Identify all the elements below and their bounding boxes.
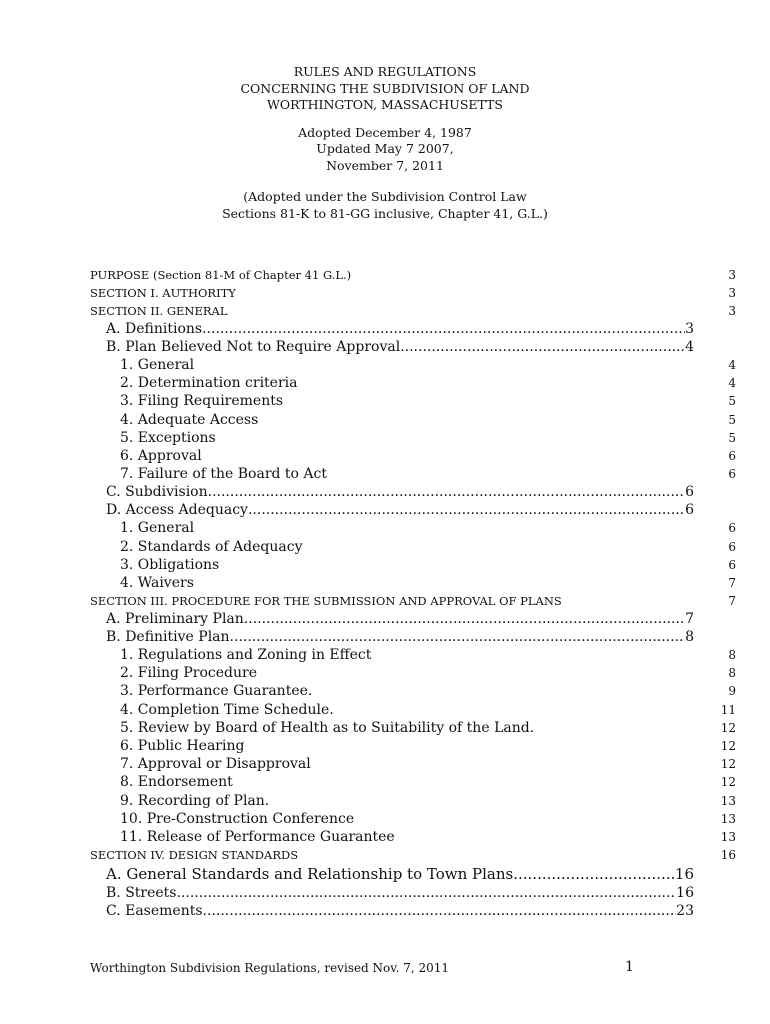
toc-entry — [90, 701, 736, 719]
dot-leader — [176, 884, 676, 902]
toc-entry-page: 3 — [728, 286, 736, 300]
toc-entry-page: 6 — [685, 484, 694, 501]
toc-entry-title: 3. Obligations — [120, 556, 220, 573]
page-footer — [90, 961, 650, 975]
title-line-2: CONCERNING THE SUBDIVISION OF LAND — [240, 80, 530, 96]
toc-entry — [90, 864, 736, 884]
toc-entry-page: 6 — [728, 448, 736, 463]
dot-leader — [513, 864, 675, 884]
toc-entry — [90, 592, 736, 610]
toc-entry-title: 5. Review by Board of Health as to Suitability of the Land. — [120, 719, 535, 736]
authority-line-1: (Adopted under the Subdivision Control Law — [243, 189, 527, 204]
toc-entry-page: 9 — [728, 684, 736, 699]
toc-entry-page: 5 — [728, 394, 736, 409]
toc-entry-page: 7 — [728, 575, 736, 590]
toc-entry-page: 8 — [728, 648, 736, 663]
toc-entry-title: 11. Release of Performance Guarantee — [120, 828, 395, 845]
toc-entry — [90, 610, 736, 628]
toc-entry-title: B. Definitive Plan — [106, 629, 230, 646]
toc-entry-title: 6. Approval — [120, 447, 202, 464]
toc-entry-page: 23 — [676, 903, 694, 920]
toc-entry-page: 7 — [728, 594, 736, 609]
toc-entry-title: 1. Regulations and Zoning in Effect — [120, 647, 372, 664]
toc-entry-title: 7. Approval or Disapproval — [120, 756, 311, 773]
toc-entry-page: 3 — [728, 304, 736, 318]
toc-entry — [90, 302, 736, 320]
dot-leader — [202, 320, 685, 338]
toc-entry-page: 4 — [728, 376, 736, 391]
toc-entry — [90, 628, 736, 646]
toc-entry-page: 16 — [676, 885, 694, 902]
toc-entry — [90, 755, 736, 773]
toc-entry-title: 6. Public Hearing — [120, 738, 245, 754]
toc-entry — [90, 574, 736, 592]
title-line-1: RULES AND REGULATIONS — [293, 64, 477, 79]
toc-entry-page: 13 — [720, 829, 736, 844]
dot-leader — [248, 501, 685, 519]
adopted-date: Adopted December 4, 1987 — [298, 124, 472, 140]
toc-entry-title: 5. Exceptions — [120, 429, 216, 446]
toc-entry-title: D. Access Adequacy — [106, 502, 248, 519]
toc-entry-title: 9. Recording of Plan. — [120, 792, 270, 809]
toc-entry-page: 6 — [728, 557, 736, 572]
toc-entry-page: 6 — [685, 502, 694, 519]
toc-entry-title: 4. Adequate Access — [120, 411, 259, 428]
toc-entry-page: 4 — [728, 358, 736, 372]
toc-entry-title: B. Streets — [106, 885, 177, 902]
dot-leader — [208, 483, 685, 501]
toc-entry — [90, 810, 736, 828]
toc-entry-page: 7 — [685, 611, 694, 628]
toc-entry — [90, 664, 736, 682]
toc-entry-page: 4 — [685, 339, 694, 355]
toc-entry-title: 2. Determination criteria — [120, 375, 298, 392]
toc-entry-page: 12 — [720, 739, 736, 753]
toc-entry — [90, 392, 736, 410]
toc-entry — [90, 374, 736, 392]
toc-entry — [90, 792, 736, 810]
title-line-3: WORTHINGTON, MASSACHUSETTS — [267, 97, 503, 112]
toc-entry-title: A. Preliminary Plan — [106, 611, 244, 628]
toc-entry-title: SECTION III. PROCEDURE FOR THE SUBMISSION AND APPROVAL OF PLANS — [90, 594, 562, 609]
toc-entry-page: 8 — [685, 629, 694, 646]
toc-entry — [90, 902, 736, 920]
toc-entry-page: 5 — [728, 430, 736, 445]
toc-entry — [90, 828, 736, 846]
toc-entry-page: 12 — [720, 775, 736, 790]
toc-entry — [90, 465, 736, 483]
toc-entry — [90, 429, 736, 447]
dot-leader — [230, 628, 686, 646]
dot-leader — [203, 902, 677, 920]
toc-entry-title: B. Plan Believed Not to Require Approval — [106, 339, 401, 355]
toc-entry-title: A. General Standards and Relationship to Town Plans — [106, 865, 514, 884]
toc-entry — [90, 338, 736, 356]
toc-entry-page: 6 — [728, 467, 736, 482]
toc-entry — [90, 266, 736, 284]
toc-entry-page: 3 — [685, 321, 694, 337]
footer-text: Worthington Subdivision Regulations, revised Nov. 7, 2011 — [90, 961, 450, 975]
toc-entry-title: A. Definitions — [106, 321, 203, 337]
table-of-contents — [90, 266, 736, 920]
toc-entry — [90, 519, 736, 537]
toc-entry-page: 12 — [720, 720, 736, 735]
toc-entry — [90, 884, 736, 902]
toc-entry-title: 7. Failure of the Board to Act — [120, 466, 328, 483]
toc-entry — [90, 773, 736, 791]
toc-entry-title: PURPOSE (Section 81-M of Chapter 41 G.L.) — [90, 268, 352, 282]
updated-date: Updated May 7 2007, — [316, 141, 454, 156]
toc-entry-title: 3. Performance Guarantee. — [120, 683, 313, 700]
dot-leader — [244, 610, 685, 628]
toc-entry — [90, 646, 736, 664]
toc-entry-title: 2. Standards of Adequacy — [120, 538, 303, 555]
toc-entry — [90, 411, 736, 429]
toc-entry-page: 8 — [728, 666, 736, 681]
revised-date: November 7, 2011 — [326, 157, 444, 173]
toc-entry-title: 10. Pre-Construction Conference — [120, 810, 355, 827]
toc-entry-page: 6 — [728, 521, 736, 536]
toc-entry-title: 4. Waivers — [120, 574, 194, 591]
toc-entry — [90, 682, 736, 700]
toc-entry — [90, 719, 736, 737]
toc-entry — [90, 447, 736, 465]
toc-entry-title: 1. General — [120, 357, 195, 373]
toc-entry-page: 6 — [728, 539, 736, 554]
toc-entry-page: 16 — [720, 848, 736, 863]
authority-line-2: Sections 81-K to 81-GG inclusive, Chapter 41, G.L.) — [222, 205, 548, 221]
page-number: 1 — [625, 959, 634, 975]
toc-entry-page: 13 — [720, 793, 736, 808]
toc-entry-title: C. Easements — [106, 903, 203, 920]
document-header — [0, 64, 770, 222]
toc-entry-title: SECTION I. AUTHORITY — [90, 286, 236, 300]
toc-entry-title: 2. Filing Procedure — [120, 665, 258, 682]
toc-entry-title: 3. Filing Requirements — [120, 393, 284, 410]
toc-entry-page: 13 — [720, 811, 736, 826]
toc-entry — [90, 556, 736, 574]
toc-entry — [90, 320, 736, 338]
toc-entry-title: SECTION IV. DESIGN STANDARDS — [90, 848, 299, 863]
toc-entry — [90, 356, 736, 374]
toc-entry-page: 3 — [728, 268, 736, 282]
toc-entry-page: 5 — [728, 412, 736, 427]
toc-entry — [90, 501, 736, 519]
toc-entry — [90, 284, 736, 302]
toc-entry-page: 12 — [720, 757, 736, 772]
toc-entry-title: 1. General — [120, 520, 195, 537]
toc-entry-title: 8. Endorsement — [120, 774, 233, 791]
toc-entry-page: 16 — [674, 865, 694, 884]
toc-entry-title: C. Subdivision — [106, 484, 208, 501]
toc-entry — [90, 737, 736, 755]
toc-entry-page: 11 — [720, 702, 736, 717]
dot-leader — [400, 338, 685, 356]
toc-entry-title: SECTION II. GENERAL — [90, 304, 228, 318]
toc-entry — [90, 538, 736, 556]
toc-entry-title: 4. Completion Time Schedule. — [120, 701, 334, 718]
toc-entry — [90, 846, 736, 864]
toc-entry — [90, 483, 736, 501]
